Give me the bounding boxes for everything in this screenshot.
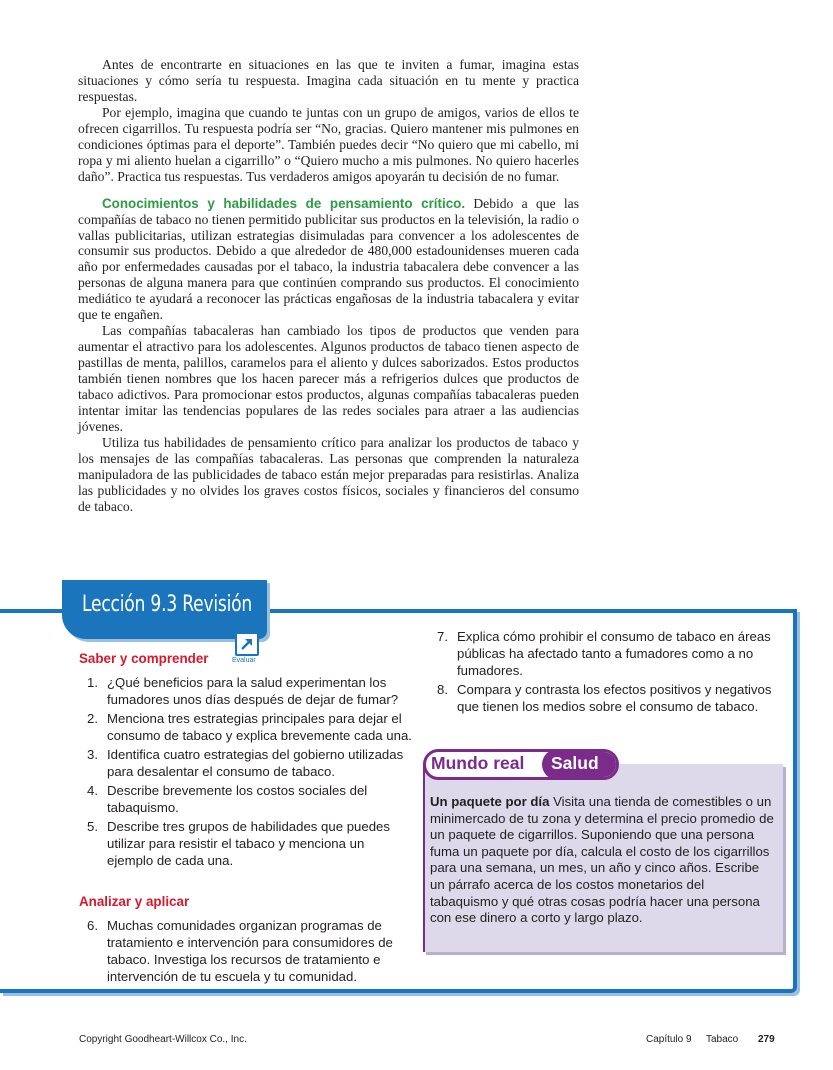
question-list-1 — [78, 674, 413, 871]
question-item: 6. Muchas comunidades organizan programas de tratamiento e intervención para consumidores de tabaco. Investiga los recursos de tratamiento e intervención de tu escuela y tu comunidad. — [87, 918, 393, 984]
mundo-real-label: Mundo real — [431, 753, 525, 773]
mundo-real-heading: Un paquete por día — [430, 794, 550, 809]
chapter-label: Capítulo 9 — [646, 1034, 692, 1045]
copyright: Copyright Goodheart-Willcox Co., Inc. — [79, 1034, 247, 1045]
question-item: 8. Compara y contrasta los efectos positivos y negativos que tienen los medios sobre el consumo de tabaco. — [437, 682, 772, 714]
question-item: 7. Explica cómo prohibir el consumo de tabaco en áreas públicas ha afectado tanto a fumadores como a no fumadores. — [437, 629, 771, 678]
salud-label: Salud — [551, 753, 599, 773]
evaluar-button[interactable] — [229, 632, 263, 666]
question-item: 3. Identifica cuatro estrategias del gobierno utilizadas para desalentar el consumo de tabaco. — [87, 747, 404, 779]
paragraph: Utiliza tus habilidades de pensamiento crítico para analizar los productos de tabaco y los mensajes de las compañías tabacaleras. Las personas que comprenden la naturaleza manipuladora de las publicidades de tabaco están mejor preparadas para resistirlas. Analiza las publicidades y no olvides los graves costos físicos, sociales y financieros del consumo de tabaco. — [78, 434, 579, 514]
section-heading-analizar: Analizar y aplicar — [79, 894, 190, 909]
question-item: 4. Describe brevemente los costos sociales del tabaquismo. — [87, 783, 368, 815]
question-item: 1. ¿Qué beneficios para la salud experimentan los fumadores unos días después de dejar de fumar? — [87, 675, 399, 707]
main-text — [78, 57, 579, 515]
paragraph — [78, 196, 579, 324]
question-item: 5. Describe tres grupos de habilidades que puedes utilizar para resistir el tabaco y menciona un ejemplo de cada una. — [87, 819, 390, 868]
question-item: 2. Menciona tres estrategias principales para dejar el consumo de tabaco y explica brevemente cada una. — [87, 711, 412, 743]
lesson-title: Lección 9.3 Revisión — [82, 592, 253, 617]
paragraph-text: Debido a que las compañías de tabaco no tienen permitido publicitar sus productos en la televisión, la radio o vallas publicitarias, utilizan estrategias disimuladas para convencer a los adolescentes de consumir sus productos. Debido a que alrededor de 480,000 estadounidenses mueren cada año por enfermedades causadas por el tabaco, la industria tabacalera debe convencer a las personas de alguna manera para que continúen comprando sus productos. El conocimiento mediático te ayudará a reconocer las prácticas engañosas de la industria tabacalera y evitar que te engañen. — [78, 195, 580, 323]
section-heading-saber: Saber y comprender — [79, 651, 209, 666]
inline-heading: Conocimientos y habilidades de pensamiento crítico. — [102, 195, 466, 211]
evaluar-label: Evaluar — [232, 657, 256, 664]
paragraph: Antes de encontrarte en situaciones en las que te inviten a fumar, imagina estas situaciones y cómo sería tu respuesta. Imagina cada situación en tu mente y practica respuestas. — [78, 57, 579, 104]
paragraph: Por ejemplo, imagina que cuando te juntas con un grupo de amigos, varios de ellos te ofrecen cigarrillos. Tu respuesta podría ser “No, gracias. Quiero mantener mis pulmones en condiciones óptimas para el deporte”. También puedes decir “No quiero que mi cabello, mi ropa y mi aliento huelan a cigarrillo” o “Quiero mucho a mis pulmones. No quiero hacerles daño”. Practica tus respuestas. Tus verdaderos amigos apoyarán tu decisión de no fumar. — [78, 104, 579, 184]
page-number: 279 — [758, 1034, 775, 1045]
question-list-2 — [78, 917, 413, 987]
question-list-3 — [428, 628, 778, 717]
paragraph: Las compañías tabacaleras han cambiado los tipos de productos que venden para aumentar el atractivo para los adolescentes. Algunos productos de tabaco tienen aspecto de pastillas de menta, palillos, caramelos para el aliento y dulces saborizados. Estos productos también tienen nombres que los hacen parecer más a refrigerios dulces que productos de tabaco adictivos. Para promocionar estos productos, algunas compañías tabacaleras pueden intentar imitar las tendencias populares de las redes sociales para atraer a las audiencias jóvenes. — [78, 323, 579, 434]
mundo-real-text: Un paquete por día Visita una tienda de comestibles o un minimercado de tu zona y determina el precio promedio de un paquete de cigarrillos. Suponiendo que una persona fuma un paquete por día, calcula el costo de los cigarrillos para una semana, un mes, un año y cinco años. Escribe un párrafo acerca de los costos monetarios del tabaquismo y qué otras cosas podría hacer una persona con ese dinero a corto y largo plazo. — [430, 794, 774, 926]
chapter-title: Tabaco — [706, 1034, 739, 1045]
external-link-icon — [235, 632, 259, 656]
